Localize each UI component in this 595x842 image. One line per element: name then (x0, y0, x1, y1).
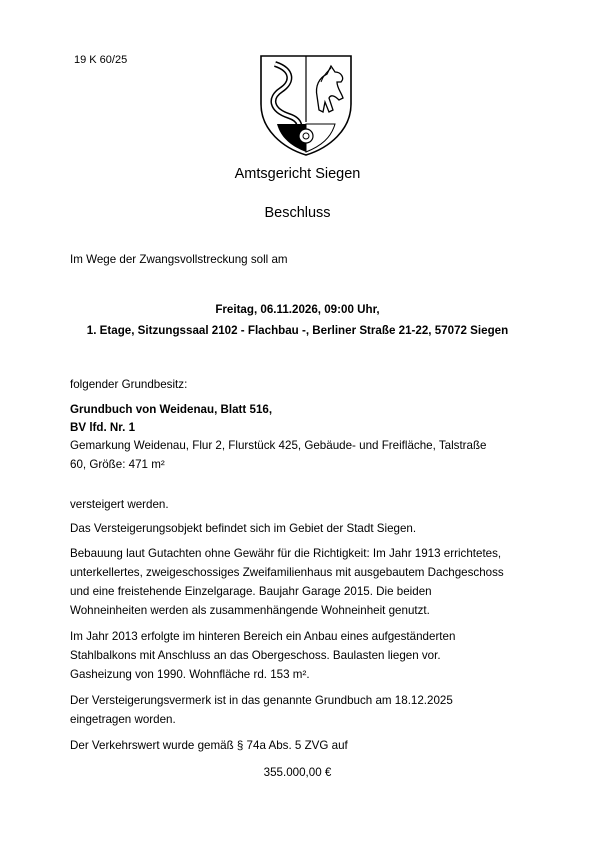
register-note: eingetragen worden. (70, 713, 176, 726)
court-name: Amtsgericht Siegen (234, 166, 361, 182)
land-register-number: BV lfd. Nr. 1 (70, 421, 136, 434)
property-intro: folgender Grundbesitz: (70, 378, 188, 391)
location-statement: Das Versteigerungsobjekt befindet sich im Gebiet der Stadt Siegen. (70, 522, 417, 535)
document-title: Beschluss (264, 205, 331, 221)
extension-description: Gasheizung von 1990. Wohnfläche rd. 153 m². (70, 668, 310, 681)
market-value: 355.000,00 € (263, 766, 332, 779)
property-description: 60, Größe: 471 m² (70, 458, 165, 471)
building-description: Wohneinheiten werden als zusammenhängende Wohneinheit genutzt. (70, 604, 430, 617)
register-note: Der Versteigerungsvermerk ist in das genannte Grundbuch am 18.12.2025 (70, 694, 453, 707)
nrw-coat-of-arms-icon (257, 52, 355, 158)
auction-statement: versteigert werden. (70, 498, 169, 511)
building-description: unterkellertes, zweigeschossiges Zweifamilienhaus mit ausgebautem Dachgeschoss (70, 566, 504, 579)
extension-description: Im Jahr 2013 erfolgte im hinteren Bereich ein Anbau eines aufgeständerten (70, 630, 456, 643)
market-value-intro: Der Verkehrswert wurde gemäß § 74a Abs. 5 ZVG auf (70, 739, 348, 752)
land-register-line: Grundbuch von Weidenau, Blatt 516, (70, 403, 273, 416)
building-description: Bebauung laut Gutachten ohne Gewähr für die Richtigkeit: Im Jahr 1913 errichtetes, (70, 547, 502, 560)
extension-description: Stahlbalkons mit Anschluss an das Obergeschoss. Baulasten liegen vor. (70, 649, 441, 662)
auction-date: Freitag, 06.11.2026, 09:00 Uhr, (215, 303, 380, 316)
case-number: 19 K 60/25 (74, 54, 128, 66)
intro-text: Im Wege der Zwangsvollstreckung soll am (70, 253, 288, 266)
auction-location: 1. Etage, Sitzungssaal 2102 - Flachbau -, Berliner Straße 21-22, 57072 Siegen (86, 324, 509, 337)
property-description: Gemarkung Weidenau, Flur 2, Flurstück 425, Gebäude- und Freifläche, Talstraße (70, 439, 487, 452)
building-description: und eine freistehende Einzelgarage. Baujahr Garage 2015. Die beiden (70, 585, 432, 598)
